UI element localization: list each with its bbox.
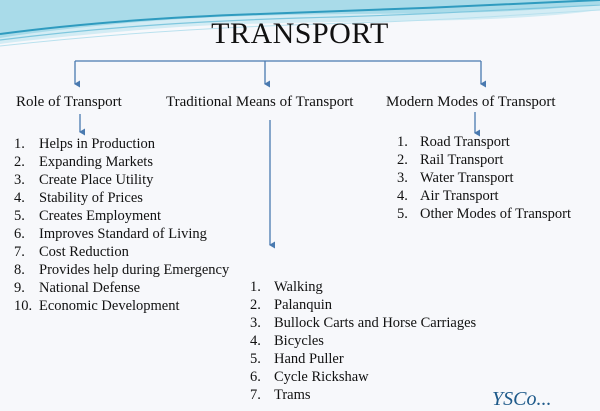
list-item-number: 1. — [14, 136, 25, 152]
list-item-text: Hand Puller — [274, 351, 344, 367]
list-item-number: 9. — [14, 280, 25, 296]
list-item — [14, 207, 229, 225]
list-item — [14, 171, 229, 189]
list-item-number: 5. — [250, 351, 261, 367]
list-item-text: Creates Employment — [39, 208, 162, 224]
list-item-text: Rail Transport — [420, 152, 504, 168]
list-item-number: 7. — [14, 244, 25, 260]
list-item — [397, 205, 571, 223]
list-item — [250, 314, 476, 332]
list-role-of-transport — [14, 135, 229, 315]
list-item-number: 5. — [14, 208, 25, 224]
list-item — [397, 187, 571, 205]
list-item-text: Improves Standard of Living — [39, 226, 207, 242]
list-item-number: 2. — [397, 152, 408, 168]
list-item — [397, 169, 571, 187]
list-item-number: 5. — [397, 206, 408, 222]
list-item — [250, 296, 476, 314]
list-item-text: Bullock Carts and Horse Carriages — [274, 315, 477, 331]
list-item-number: 2. — [250, 297, 261, 313]
list-item-number: 6. — [250, 369, 261, 385]
list-item-text: Stability of Prices — [39, 190, 143, 206]
heading-modern-modes: Modern Modes of Transport — [386, 94, 556, 110]
list-item — [397, 151, 571, 169]
list-item-text: Road Transport — [420, 134, 510, 150]
list-item — [14, 243, 229, 261]
list-item-number: 7. — [250, 387, 261, 403]
list-item-number: 8. — [14, 262, 25, 278]
list-item-text: Air Transport — [420, 188, 499, 204]
list-item-number: 4. — [250, 333, 261, 349]
list-item-number: 2. — [14, 154, 25, 170]
list-traditional-means — [250, 278, 476, 404]
watermark-text: YSCo... — [492, 388, 552, 410]
list-item-text: Create Place Utility — [39, 172, 154, 188]
list-modern-modes — [397, 133, 571, 223]
list-item — [250, 332, 476, 350]
list-item-text: Water Transport — [420, 170, 514, 186]
list-item-number: 6. — [14, 226, 25, 242]
list-item — [14, 261, 229, 279]
list-item — [14, 279, 229, 297]
heading-traditional-means: Traditional Means of Transport — [166, 94, 354, 110]
list-item-text: Other Modes of Transport — [420, 206, 572, 222]
list-item-number: 3. — [14, 172, 25, 188]
list-item-text: Cycle Rickshaw — [274, 369, 369, 385]
list-item-text: Trams — [274, 387, 311, 403]
list-item — [250, 278, 476, 296]
list-item — [250, 368, 476, 386]
heading-role-of-transport: Role of Transport — [16, 94, 122, 110]
list-item — [250, 386, 476, 404]
list-item-text: Expanding Markets — [39, 154, 153, 170]
list-item-text: Walking — [274, 279, 323, 295]
list-item-number: 3. — [397, 170, 408, 186]
list-item — [14, 189, 229, 207]
list-item-text: Palanquin — [274, 297, 332, 313]
list-item — [14, 153, 229, 171]
list-item — [14, 225, 229, 243]
list-item-number: 4. — [397, 188, 408, 204]
list-item-text: Helps in Production — [39, 136, 155, 152]
list-item — [14, 297, 229, 315]
list-item — [397, 133, 571, 151]
diagram-title: TRANSPORT — [211, 17, 389, 50]
list-item-text: National Defense — [39, 280, 141, 296]
list-item-text: Cost Reduction — [39, 244, 129, 260]
list-item-number: 3. — [250, 315, 261, 331]
list-item-number: 4. — [14, 190, 25, 206]
list-item — [250, 350, 476, 368]
list-item-text: Bicycles — [274, 333, 324, 349]
list-item-text: Economic Development — [39, 298, 180, 314]
list-item-text: Provides help during Emergency — [39, 262, 230, 278]
list-item-number: 10. — [14, 298, 33, 314]
list-item-number: 1. — [250, 279, 261, 295]
list-item-number: 1. — [397, 134, 408, 150]
list-item — [14, 135, 229, 153]
